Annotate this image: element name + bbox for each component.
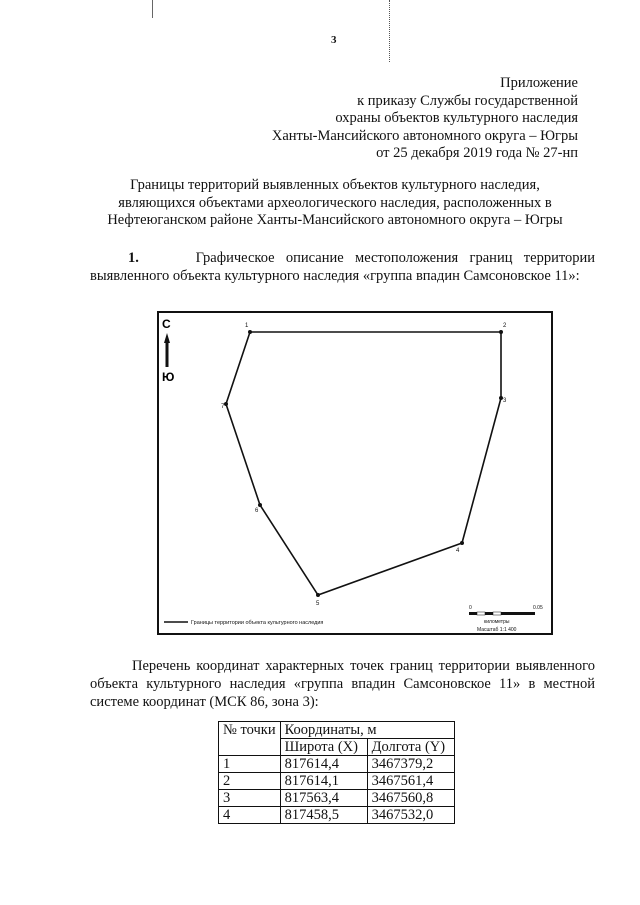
title-line: Нефтеюганском районе Ханты-Мансийского автономного округа – Югры xyxy=(107,212,563,228)
point-label: 7 xyxy=(221,404,225,410)
cell-point: 2 xyxy=(219,773,281,790)
north-arrow-icon xyxy=(162,317,174,384)
scan-mark-left xyxy=(152,0,153,18)
cell-y: 3467560,8 xyxy=(367,790,454,807)
cell-x: 817458,5 xyxy=(280,807,367,824)
boundary-map xyxy=(157,311,553,635)
territory-boundary xyxy=(226,332,501,595)
table-row xyxy=(219,773,455,790)
scale-zero: 0 xyxy=(469,605,472,611)
scale-unit: километры xyxy=(484,619,510,625)
title-line: Границы территорий выявленных объектов культурного наследия, xyxy=(130,177,540,193)
scan-mark-right xyxy=(389,0,391,62)
header-lat: Широта (X) xyxy=(280,739,367,756)
point-label: 4 xyxy=(456,548,460,554)
cell-y: 3467379,2 xyxy=(367,756,454,773)
section-text: Графическое описание местоположения границ территории выявленного объекта культурного наследия «группа впадин Самсоновское 11»: xyxy=(90,250,595,284)
cell-x: 817614,4 xyxy=(280,756,367,773)
scale-bar xyxy=(469,605,543,633)
appendix-line: к приказу Службы государственной xyxy=(357,92,578,109)
appendix-line: Приложение xyxy=(500,75,578,91)
section-1-paragraph xyxy=(90,249,595,285)
point-label: 3 xyxy=(503,398,507,404)
south-label: Ю xyxy=(162,370,175,384)
document-title xyxy=(70,177,600,230)
point-label: 6 xyxy=(255,508,259,514)
table-row xyxy=(219,756,455,773)
point-label: 5 xyxy=(316,601,320,607)
scale-text: Масштаб 1:1 400 xyxy=(477,627,517,633)
header-lon: Долгота (Y) xyxy=(367,739,454,756)
appendix-line: охраны объектов культурного наследия xyxy=(335,110,578,126)
cell-y: 3467561,4 xyxy=(367,773,454,790)
page-number: 3 xyxy=(331,34,337,46)
section-2-intro: Перечень координат характерных точек границ территории xyxy=(132,658,510,674)
section-2-paragraph xyxy=(90,657,595,711)
title-line: являющихся объектами археологического наследия, расположенных в xyxy=(118,194,552,211)
cell-point: 3 xyxy=(219,790,281,807)
table-row xyxy=(219,807,455,824)
cell-x: 817614,1 xyxy=(280,773,367,790)
cell-point: 4 xyxy=(219,807,281,824)
point-label: 2 xyxy=(503,323,507,329)
table-row xyxy=(219,790,455,807)
scale-max: 0.05 xyxy=(533,605,543,611)
cell-x: 817563,4 xyxy=(280,790,367,807)
north-label: С xyxy=(162,317,171,331)
section-2-text: выявленного объекта культурного наследия «группа впадин Самсоновское 11» в местной системе координат (МСК 86, зона 3): xyxy=(90,658,595,710)
appendix-header xyxy=(272,75,578,163)
header-point: № точки xyxy=(219,722,281,756)
boundary-vertices xyxy=(224,330,503,597)
section-number: 1. xyxy=(128,250,139,266)
coordinates-table xyxy=(218,721,455,824)
cell-y: 3467532,0 xyxy=(367,807,454,824)
header-coords: Координаты, м xyxy=(280,722,454,739)
appendix-line: Ханты-Мансийского автономного округа – Югры xyxy=(271,127,578,144)
point-label: 1 xyxy=(245,323,249,329)
map-legend xyxy=(164,620,323,626)
map-canvas xyxy=(159,313,551,633)
cell-point: 1 xyxy=(219,756,281,773)
legend-text: Границы территории объекта культурного наследия xyxy=(191,620,324,626)
appendix-line: от 25 декабря 2019 года № 27-нп xyxy=(376,145,578,161)
